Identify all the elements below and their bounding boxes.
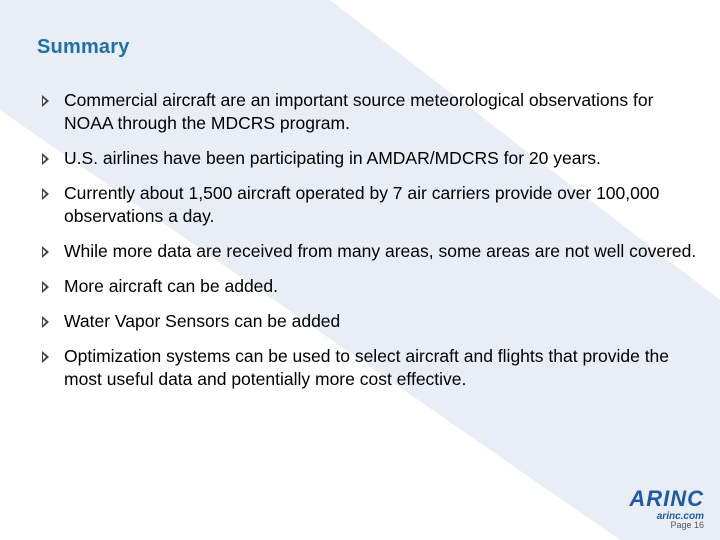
slide-title: Summary bbox=[37, 36, 130, 58]
bullet-item bbox=[40, 240, 700, 263]
bullet-item bbox=[40, 89, 700, 135]
arrow-bullet-icon bbox=[42, 351, 49, 363]
bullet-item bbox=[40, 147, 700, 170]
bullet-text: U.S. airlines have been participating in AMDAR/MDCRS for 20 years. bbox=[64, 148, 601, 168]
bullet-text: More aircraft can be added. bbox=[64, 276, 279, 296]
arinc-logo bbox=[618, 488, 704, 522]
bullet-item bbox=[40, 345, 700, 391]
bullet-text: Commercial aircraft are an important source meteorological observations for NOAA through the MDCRS program. bbox=[64, 90, 654, 133]
arrow-bullet-icon bbox=[42, 281, 49, 293]
arrow-bullet-icon bbox=[42, 153, 49, 165]
arrow-bullet-icon bbox=[42, 316, 49, 328]
logo-wordmark: ARINC bbox=[629, 486, 704, 511]
bullet-item bbox=[40, 182, 700, 228]
bullet-list bbox=[40, 89, 700, 391]
bullet-item bbox=[40, 310, 700, 333]
arrow-bullet-icon bbox=[42, 246, 49, 258]
bullet-text: Optimization systems can be used to select aircraft and flights that provide the most useful data and potentially more cost effective. bbox=[64, 346, 670, 389]
bullet-text: Water Vapor Sensors can be added bbox=[64, 311, 341, 331]
arrow-bullet-icon bbox=[42, 95, 49, 107]
logo-url: arinc.com bbox=[656, 511, 704, 522]
arrow-bullet-icon bbox=[42, 188, 49, 200]
page-number: Page 16 bbox=[670, 520, 704, 530]
bullet-text: Currently about 1,500 aircraft operated by 7 air carriers provide over 100,000 observations a day. bbox=[64, 183, 660, 226]
bullet-item bbox=[40, 275, 700, 298]
bullet-text: While more data are received from many areas, some areas are not well covered. bbox=[64, 241, 697, 261]
